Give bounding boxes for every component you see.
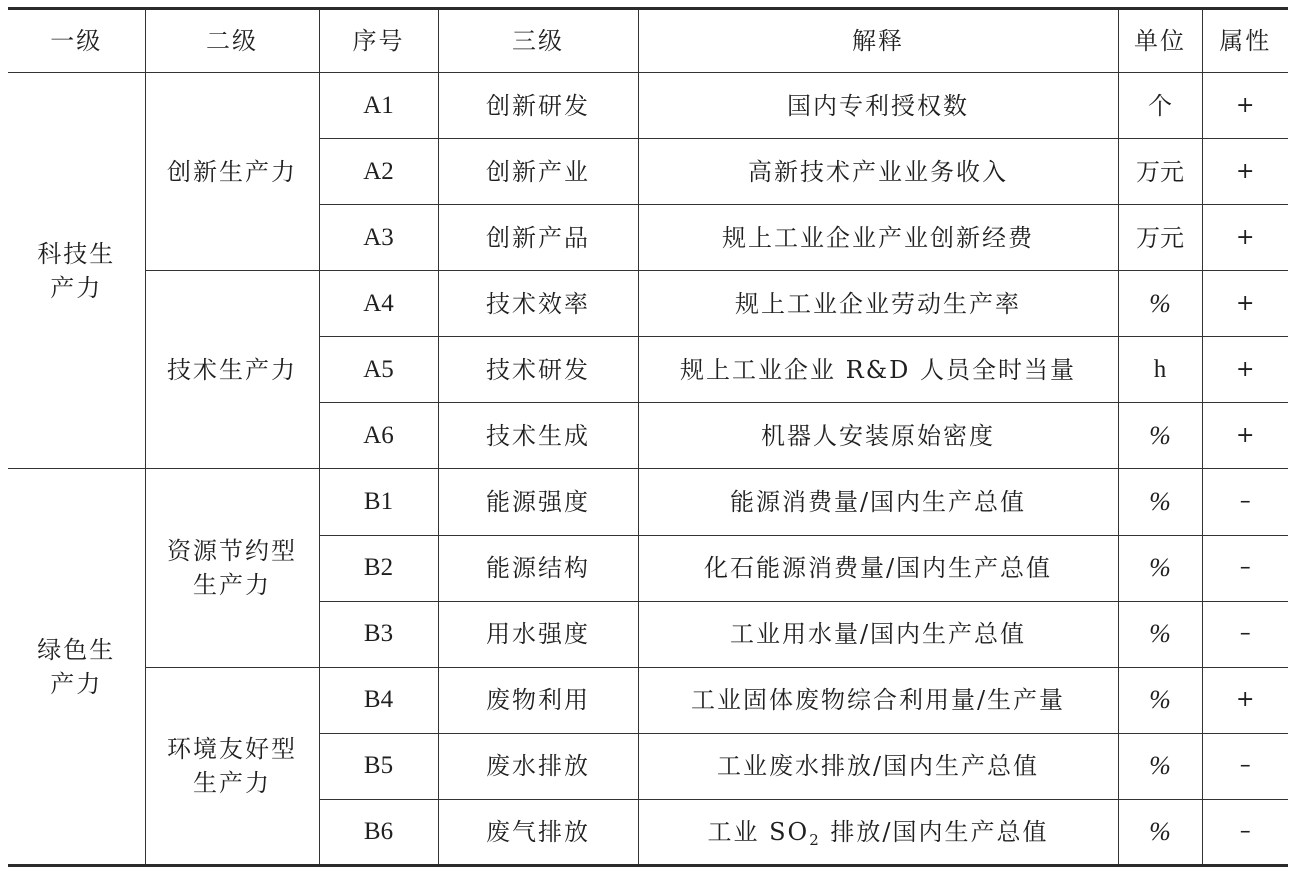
- attribute-cell: –: [1202, 601, 1288, 667]
- header-code: 序号: [319, 9, 438, 73]
- attribute-cell: +: [1202, 205, 1288, 271]
- explanation-cell: 规上工业企业 R&D 人员全时当量: [638, 337, 1118, 403]
- level3-cell: 废物利用: [438, 667, 638, 733]
- code-cell: A2: [319, 139, 438, 205]
- unit-cell: 个: [1118, 73, 1202, 139]
- level3-cell: 创新研发: [438, 73, 638, 139]
- level3-cell: 能源强度: [438, 469, 638, 535]
- unit-cell: %: [1118, 601, 1202, 667]
- attribute-cell: –: [1202, 799, 1288, 865]
- level1-cell: [8, 469, 145, 866]
- attribute-cell: –: [1202, 535, 1288, 601]
- explanation-cell: [638, 799, 1118, 865]
- code-cell: B3: [319, 601, 438, 667]
- attribute-cell: +: [1202, 403, 1288, 469]
- code-cell: B5: [319, 733, 438, 799]
- attribute-cell: +: [1202, 139, 1288, 205]
- explanation-cell: 高新技术产业业务收入: [638, 139, 1118, 205]
- unit-cell: %: [1118, 469, 1202, 535]
- unit-cell: %: [1118, 271, 1202, 337]
- level3-cell: 技术研发: [438, 337, 638, 403]
- code-cell: B2: [319, 535, 438, 601]
- explanation-cell: 能源消费量/国内生产总值: [638, 469, 1118, 535]
- attribute-cell: +: [1202, 667, 1288, 733]
- code-cell: B6: [319, 799, 438, 865]
- unit-cell: %: [1118, 403, 1202, 469]
- explanation-suffix: 排放/国内生产总值: [820, 817, 1049, 846]
- code-cell: A6: [319, 403, 438, 469]
- explanation-cell: 工业固体废物综合利用量/生产量: [638, 667, 1118, 733]
- table-row: [8, 469, 1288, 535]
- header-unit: 单位: [1118, 9, 1202, 73]
- unit-cell: %: [1118, 799, 1202, 865]
- header-level2: 二级: [145, 9, 319, 73]
- explanation-cell: 工业废水排放/国内生产总值: [638, 733, 1118, 799]
- explanation-prefix: 工业 SO: [707, 817, 810, 846]
- level2-cell: 技术生产力: [145, 271, 319, 469]
- unit-cell: 万元: [1118, 139, 1202, 205]
- level3-cell: 技术效率: [438, 271, 638, 337]
- level2-cell: [145, 667, 319, 865]
- attribute-cell: +: [1202, 73, 1288, 139]
- indicator-table: [8, 7, 1288, 867]
- unit-cell: %: [1118, 535, 1202, 601]
- level3-cell: 创新产品: [438, 205, 638, 271]
- level3-cell: 用水强度: [438, 601, 638, 667]
- level1-label: 绿色生产力: [37, 635, 116, 698]
- attribute-cell: –: [1202, 469, 1288, 535]
- code-cell: A4: [319, 271, 438, 337]
- attribute-cell: –: [1202, 733, 1288, 799]
- level2-label: 环境友好型生产力: [167, 734, 297, 797]
- unit-cell: %: [1118, 733, 1202, 799]
- unit-cell: %: [1118, 667, 1202, 733]
- unit-cell: 万元: [1118, 205, 1202, 271]
- level3-cell: 能源结构: [438, 535, 638, 601]
- explanation-cell: 国内专利授权数: [638, 73, 1118, 139]
- code-cell: B1: [319, 469, 438, 535]
- header-level3: 三级: [438, 9, 638, 73]
- code-cell: A3: [319, 205, 438, 271]
- level1-label: 科技生产力: [37, 239, 116, 302]
- attribute-cell: +: [1202, 271, 1288, 337]
- explanation-cell: 机器人安装原始密度: [638, 403, 1118, 469]
- code-cell: A5: [319, 337, 438, 403]
- table-header-row: [8, 9, 1288, 73]
- level3-cell: 技术生成: [438, 403, 638, 469]
- level3-cell: 废水排放: [438, 733, 638, 799]
- explanation-cell: 化石能源消费量/国内生产总值: [638, 535, 1118, 601]
- level2-label: 资源节约型生产力: [167, 537, 297, 600]
- subscript-two: 2: [809, 830, 821, 849]
- table-row: [8, 667, 1288, 733]
- explanation-cell: 规上工业企业劳动生产率: [638, 271, 1118, 337]
- table-row: [8, 271, 1288, 337]
- level3-cell: 创新产业: [438, 139, 638, 205]
- level3-cell: 废气排放: [438, 799, 638, 865]
- code-cell: A1: [319, 73, 438, 139]
- header-explanation: 解释: [638, 9, 1118, 73]
- unit-cell: h: [1118, 337, 1202, 403]
- explanation-cell: 工业用水量/国内生产总值: [638, 601, 1118, 667]
- header-attribute: 属性: [1202, 9, 1288, 73]
- explanation-cell: 规上工业企业产业创新经费: [638, 205, 1118, 271]
- level2-cell: [145, 469, 319, 667]
- attribute-cell: +: [1202, 337, 1288, 403]
- table-row: [8, 73, 1288, 139]
- level1-cell: [8, 73, 145, 469]
- header-level1: 一级: [8, 9, 145, 73]
- code-cell: B4: [319, 667, 438, 733]
- level2-cell: 创新生产力: [145, 73, 319, 271]
